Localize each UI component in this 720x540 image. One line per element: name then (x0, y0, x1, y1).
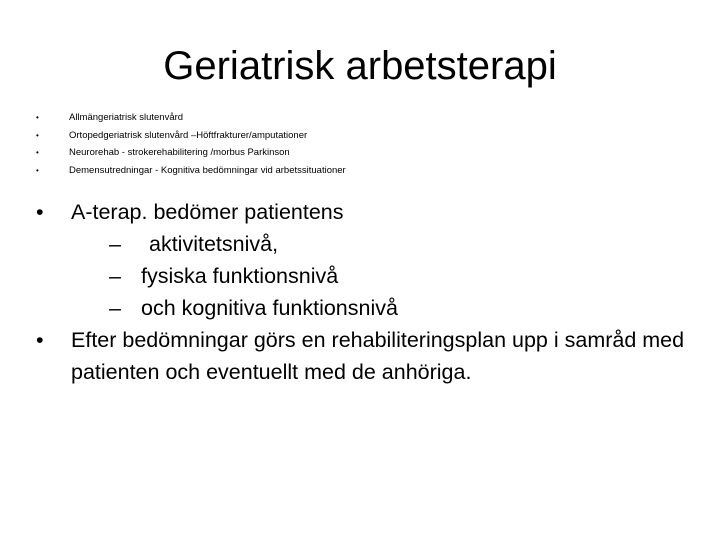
sub-list-item (71, 228, 686, 260)
bullet-icon: • (36, 148, 39, 157)
main-bullet-assessment (36, 196, 686, 324)
small-bullet-list (36, 109, 676, 179)
list-item (36, 109, 676, 127)
list-item (36, 162, 676, 180)
list-item-text: Ortopedgeriatrisk slutenvård –Höftfrakturer/amputationer (69, 129, 308, 141)
dash-icon: – (109, 264, 121, 288)
bullet-icon: • (36, 328, 44, 352)
list-item (36, 144, 676, 162)
slide-title: Geriatrisk arbetsterapi (163, 44, 557, 88)
dash-icon: – (109, 296, 121, 320)
sub-list-item (71, 292, 686, 324)
list-item-text: Demensutredningar - Kognitiva bedömningar vid arbetssituationer (69, 164, 346, 176)
list-item-text: Allmängeriatrisk slutenvård (69, 112, 184, 123)
sub-list-item (71, 260, 686, 292)
sub-bullet-list (71, 228, 686, 324)
main-bullet-rehab-plan (36, 324, 686, 388)
main-bullet-text: Efter bedömningar görs en rehabiliteringsplan upp i samråd med patienten och eventuellt med de anhöriga. (71, 328, 685, 384)
bullet-icon: • (36, 165, 39, 175)
main-bullet-text: A-terap. bedömer patientens (71, 200, 344, 224)
bullet-icon: • (36, 200, 44, 224)
bullet-icon: • (36, 113, 39, 122)
list-item (36, 127, 676, 145)
list-item-text: Neurorehab - strokerehabilitering /morbus Parkinson (69, 147, 290, 158)
bullet-icon: • (36, 130, 39, 140)
sub-item-text: aktivitetsnivå, (149, 232, 279, 256)
sub-item-text: fysiska funktionsnivå (141, 264, 339, 288)
dash-icon: – (109, 232, 121, 256)
sub-item-text: och kognitiva funktionsnivå (141, 296, 398, 320)
main-bullet-list (36, 196, 686, 388)
